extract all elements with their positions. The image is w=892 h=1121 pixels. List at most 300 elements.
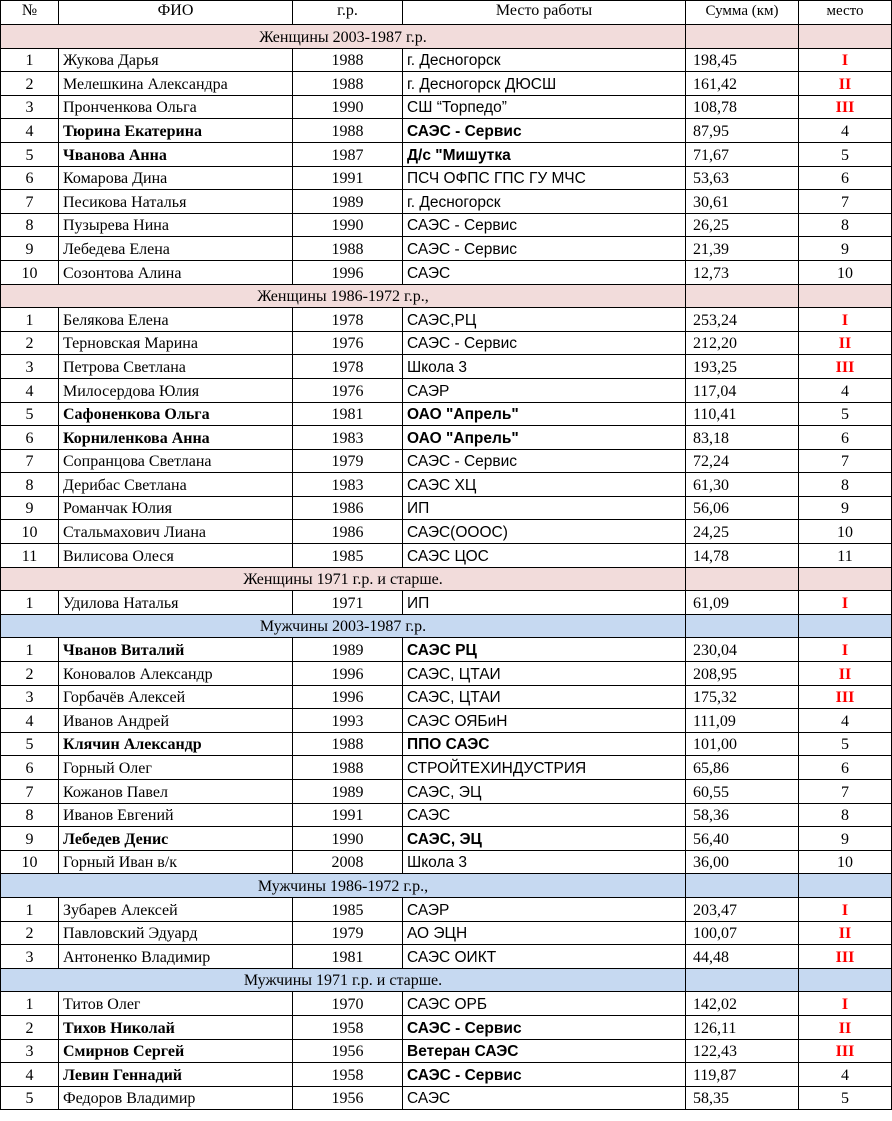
place-roman: II <box>838 75 852 93</box>
participant-name: Вилисова Олеся <box>59 544 293 568</box>
distance-sum: 87,95 <box>686 119 799 143</box>
participant-name: Чванова Анна <box>59 142 293 166</box>
distance-sum: 161,42 <box>686 72 799 96</box>
table-row <box>1 496 892 520</box>
participant-name: Белякова Елена <box>59 308 293 332</box>
birth-year: 1996 <box>293 662 403 686</box>
workplace: Д/с "Мишутка <box>403 142 686 166</box>
distance-sum: 117,04 <box>686 378 799 402</box>
table-row <box>1 1086 892 1110</box>
workplace: САЭС РЦ <box>403 638 686 662</box>
section-sum-cell <box>686 874 799 898</box>
place-rank: 5 <box>799 1086 892 1110</box>
table-row <box>1 449 892 473</box>
place-roman: I <box>841 901 849 919</box>
participant-name: Сопранцова Светлана <box>59 449 293 473</box>
table-row <box>1 237 892 261</box>
row-number: 1 <box>1 992 59 1016</box>
section-header-row <box>1 25 892 49</box>
table-row <box>1 520 892 544</box>
birth-year: 1991 <box>293 803 403 827</box>
workplace: САЭС ОЯБиН <box>403 709 686 733</box>
row-number: 3 <box>1 355 59 379</box>
workplace: САЭС, ЦТАИ <box>403 662 686 686</box>
row-number: 6 <box>1 166 59 190</box>
section-header-row <box>1 874 892 898</box>
workplace: г. Десногорск ДЮСШ <box>403 72 686 96</box>
table-row <box>1 473 892 497</box>
table-row <box>1 213 892 237</box>
place-rank: 5 <box>799 732 892 756</box>
place-rank <box>799 897 892 921</box>
table-row <box>1 709 892 733</box>
workplace: САЭР <box>403 897 686 921</box>
row-number: 1 <box>1 591 59 615</box>
distance-sum: 175,32 <box>686 685 799 709</box>
distance-sum: 203,47 <box>686 897 799 921</box>
birth-year: 1976 <box>293 331 403 355</box>
section-header-row <box>1 567 892 591</box>
distance-sum: 65,86 <box>686 756 799 780</box>
birth-year: 1996 <box>293 685 403 709</box>
birth-year: 1978 <box>293 355 403 379</box>
distance-sum: 53,63 <box>686 166 799 190</box>
workplace: САЭС, ЭЦ <box>403 780 686 804</box>
place-roman: I <box>841 995 849 1013</box>
section-title: Мужчины 2003-1987 г.р. <box>1 614 686 638</box>
place-rank: 8 <box>799 473 892 497</box>
place-rank: 8 <box>799 803 892 827</box>
table-row <box>1 308 892 332</box>
participant-name: Зубарев Алексей <box>59 897 293 921</box>
place-roman: II <box>838 925 852 943</box>
place-rank <box>799 331 892 355</box>
birth-year: 1958 <box>293 1063 403 1087</box>
participant-name: Горбачёв Алексей <box>59 685 293 709</box>
row-number: 3 <box>1 685 59 709</box>
place-rank <box>799 95 892 119</box>
participant-name: Сафоненкова Ольга <box>59 402 293 426</box>
participant-name: Корниленкова Анна <box>59 426 293 450</box>
row-number: 4 <box>1 378 59 402</box>
distance-sum: 26,25 <box>686 213 799 237</box>
distance-sum: 21,39 <box>686 237 799 261</box>
place-rank: 9 <box>799 237 892 261</box>
place-rank: 5 <box>799 142 892 166</box>
table-row <box>1 1015 892 1039</box>
participant-name: Петрова Светлана <box>59 355 293 379</box>
workplace: ИП <box>403 496 686 520</box>
table-row <box>1 732 892 756</box>
birth-year: 1983 <box>293 473 403 497</box>
birth-year: 1985 <box>293 897 403 921</box>
place-rank: 10 <box>799 520 892 544</box>
birth-year: 1988 <box>293 72 403 96</box>
table-row <box>1 72 892 96</box>
distance-sum: 101,00 <box>686 732 799 756</box>
participant-name: Романчак Юлия <box>59 496 293 520</box>
distance-sum: 61,30 <box>686 473 799 497</box>
row-number: 5 <box>1 142 59 166</box>
place-roman: I <box>841 642 849 660</box>
distance-sum: 56,40 <box>686 827 799 851</box>
birth-year: 1986 <box>293 496 403 520</box>
place-rank: 11 <box>799 544 892 568</box>
row-number: 7 <box>1 780 59 804</box>
table-row <box>1 756 892 780</box>
row-number: 2 <box>1 72 59 96</box>
header-year: г.р. <box>293 1 403 25</box>
distance-sum: 24,25 <box>686 520 799 544</box>
birth-year: 1987 <box>293 142 403 166</box>
participant-name: Левин Геннадий <box>59 1063 293 1087</box>
birth-year: 1990 <box>293 95 403 119</box>
place-rank: 4 <box>799 378 892 402</box>
row-number: 3 <box>1 95 59 119</box>
section-title: Мужчины 1971 г.р. и старше. <box>1 968 686 992</box>
row-number: 1 <box>1 897 59 921</box>
row-number: 7 <box>1 190 59 214</box>
distance-sum: 58,35 <box>686 1086 799 1110</box>
workplace: САЭС, ЦТАИ <box>403 685 686 709</box>
row-number: 3 <box>1 945 59 969</box>
distance-sum: 58,36 <box>686 803 799 827</box>
birth-year: 1958 <box>293 1015 403 1039</box>
row-number: 1 <box>1 638 59 662</box>
place-roman: III <box>835 1043 855 1061</box>
place-rank: 8 <box>799 213 892 237</box>
place-roman: I <box>841 594 849 612</box>
birth-year: 1970 <box>293 992 403 1016</box>
place-rank <box>799 1015 892 1039</box>
section-header-row <box>1 968 892 992</box>
place-roman: III <box>835 689 855 707</box>
workplace: САЭС ОИКТ <box>403 945 686 969</box>
distance-sum: 208,95 <box>686 662 799 686</box>
birth-year: 1986 <box>293 520 403 544</box>
row-number: 2 <box>1 662 59 686</box>
participant-name: Антоненко Владимир <box>59 945 293 969</box>
row-number: 6 <box>1 426 59 450</box>
participant-name: Тюрина Екатерина <box>59 119 293 143</box>
birth-year: 1989 <box>293 190 403 214</box>
distance-sum: 60,55 <box>686 780 799 804</box>
header-place: место <box>799 1 892 25</box>
row-number: 9 <box>1 237 59 261</box>
participant-name: Смирнов Сергей <box>59 1039 293 1063</box>
row-number: 8 <box>1 473 59 497</box>
distance-sum: 36,00 <box>686 850 799 874</box>
birth-year: 1979 <box>293 921 403 945</box>
birth-year: 1988 <box>293 732 403 756</box>
place-roman: III <box>835 358 855 376</box>
birth-year: 1956 <box>293 1039 403 1063</box>
distance-sum: 71,67 <box>686 142 799 166</box>
row-number: 2 <box>1 331 59 355</box>
participant-name: Павловский Эдуард <box>59 921 293 945</box>
participant-name: Горный Олег <box>59 756 293 780</box>
birth-year: 1989 <box>293 780 403 804</box>
row-number: 10 <box>1 850 59 874</box>
distance-sum: 198,45 <box>686 48 799 72</box>
table-row <box>1 803 892 827</box>
table-row <box>1 142 892 166</box>
place-roman: II <box>838 665 852 683</box>
section-place-cell <box>799 567 892 591</box>
distance-sum: 72,24 <box>686 449 799 473</box>
section-sum-cell <box>686 614 799 638</box>
birth-year: 1956 <box>293 1086 403 1110</box>
birth-year: 1996 <box>293 260 403 284</box>
place-rank <box>799 685 892 709</box>
participant-name: Комарова Дина <box>59 166 293 190</box>
workplace: САЭС - Сервис <box>403 1015 686 1039</box>
row-number: 2 <box>1 921 59 945</box>
distance-sum: 110,41 <box>686 402 799 426</box>
header-row <box>1 1 892 25</box>
row-number: 8 <box>1 213 59 237</box>
distance-sum: 230,04 <box>686 638 799 662</box>
table-row <box>1 166 892 190</box>
section-title: Мужчины 1986-1972 г.р., <box>1 874 686 898</box>
distance-sum: 56,06 <box>686 496 799 520</box>
workplace: САЭС <box>403 260 686 284</box>
workplace: г. Десногорск <box>403 48 686 72</box>
table-row <box>1 378 892 402</box>
distance-sum: 122,43 <box>686 1039 799 1063</box>
header-num: № <box>1 1 59 25</box>
section-header-row <box>1 284 892 308</box>
workplace: САЭС ЦОС <box>403 544 686 568</box>
workplace: САЭС(ОООС) <box>403 520 686 544</box>
birth-year: 1988 <box>293 119 403 143</box>
section-title: Женщины 1986-1972 г.р., <box>1 284 686 308</box>
table-row <box>1 1039 892 1063</box>
participant-name: Песикова Наталья <box>59 190 293 214</box>
row-number: 2 <box>1 1015 59 1039</box>
table-row <box>1 591 892 615</box>
place-rank: 4 <box>799 709 892 733</box>
place-rank <box>799 945 892 969</box>
distance-sum: 100,07 <box>686 921 799 945</box>
place-rank: 4 <box>799 119 892 143</box>
place-rank: 10 <box>799 260 892 284</box>
birth-year: 1979 <box>293 449 403 473</box>
distance-sum: 253,24 <box>686 308 799 332</box>
workplace: САЭС - Сервис <box>403 119 686 143</box>
place-rank <box>799 1039 892 1063</box>
distance-sum: 142,02 <box>686 992 799 1016</box>
place-rank: 4 <box>799 1063 892 1087</box>
place-rank <box>799 921 892 945</box>
workplace: Школа 3 <box>403 850 686 874</box>
distance-sum: 30,61 <box>686 190 799 214</box>
birth-year: 1981 <box>293 945 403 969</box>
table-row <box>1 260 892 284</box>
place-rank: 6 <box>799 166 892 190</box>
birth-year: 1978 <box>293 308 403 332</box>
table-row <box>1 331 892 355</box>
row-number: 9 <box>1 827 59 851</box>
row-number: 3 <box>1 1039 59 1063</box>
place-rank <box>799 355 892 379</box>
participant-name: Пронченкова Ольга <box>59 95 293 119</box>
workplace: САЭС ХЦ <box>403 473 686 497</box>
place-rank <box>799 992 892 1016</box>
place-rank: 7 <box>799 190 892 214</box>
row-number: 10 <box>1 520 59 544</box>
place-rank <box>799 638 892 662</box>
table-row <box>1 544 892 568</box>
workplace: САЭС ОРБ <box>403 992 686 1016</box>
table-row <box>1 119 892 143</box>
workplace: САЭС - Сервис <box>403 331 686 355</box>
table-row <box>1 426 892 450</box>
workplace: ОАО "Апрель" <box>403 426 686 450</box>
participant-name: Тихов Николай <box>59 1015 293 1039</box>
distance-sum: 12,73 <box>686 260 799 284</box>
workplace: САЭС, ЭЦ <box>403 827 686 851</box>
place-rank <box>799 48 892 72</box>
birth-year: 1990 <box>293 213 403 237</box>
place-rank: 7 <box>799 780 892 804</box>
table-row <box>1 95 892 119</box>
participant-name: Иванов Евгений <box>59 803 293 827</box>
participant-name: Иванов Андрей <box>59 709 293 733</box>
distance-sum: 14,78 <box>686 544 799 568</box>
participant-name: Коновалов Александр <box>59 662 293 686</box>
workplace: САЭС - Сервис <box>403 1063 686 1087</box>
row-number: 1 <box>1 48 59 72</box>
place-roman: II <box>838 335 852 353</box>
birth-year: 1991 <box>293 166 403 190</box>
workplace: Ветеран САЭС <box>403 1039 686 1063</box>
birth-year: 1990 <box>293 827 403 851</box>
place-rank: 9 <box>799 827 892 851</box>
row-number: 6 <box>1 756 59 780</box>
place-rank: 5 <box>799 402 892 426</box>
distance-sum: 83,18 <box>686 426 799 450</box>
birth-year: 1985 <box>293 544 403 568</box>
row-number: 7 <box>1 449 59 473</box>
table-row <box>1 402 892 426</box>
workplace: г. Десногорск <box>403 190 686 214</box>
participant-name: Милосердова Юлия <box>59 378 293 402</box>
birth-year: 1989 <box>293 638 403 662</box>
participant-name: Дерибас Светлана <box>59 473 293 497</box>
header-name: ФИО <box>59 1 293 25</box>
row-number: 11 <box>1 544 59 568</box>
participant-name: Лебедева Елена <box>59 237 293 261</box>
birth-year: 1981 <box>293 402 403 426</box>
birth-year: 1971 <box>293 591 403 615</box>
place-rank <box>799 72 892 96</box>
place-rank <box>799 308 892 332</box>
row-number: 4 <box>1 1063 59 1087</box>
birth-year: 1988 <box>293 756 403 780</box>
participant-name: Стальмахович Лиана <box>59 520 293 544</box>
distance-sum: 193,25 <box>686 355 799 379</box>
participant-name: Титов Олег <box>59 992 293 1016</box>
section-place-cell <box>799 614 892 638</box>
section-sum-cell <box>686 567 799 591</box>
row-number: 8 <box>1 803 59 827</box>
participant-name: Лебедев Денис <box>59 827 293 851</box>
section-place-cell <box>799 284 892 308</box>
table-row <box>1 897 892 921</box>
birth-year: 2008 <box>293 850 403 874</box>
place-roman: III <box>835 99 855 117</box>
row-number: 1 <box>1 308 59 332</box>
workplace: Школа 3 <box>403 355 686 379</box>
participant-name: Горный Иван в/к <box>59 850 293 874</box>
workplace: САЭС <box>403 1086 686 1110</box>
place-rank: 7 <box>799 449 892 473</box>
row-number: 5 <box>1 732 59 756</box>
header-sum: Сумма (км) <box>686 1 799 25</box>
table-row <box>1 48 892 72</box>
place-roman: I <box>841 52 849 70</box>
workplace: ПСЧ ОФПС ГПС ГУ МЧС <box>403 166 686 190</box>
table-row <box>1 685 892 709</box>
workplace: САЭС - Сервис <box>403 449 686 473</box>
section-place-cell <box>799 874 892 898</box>
workplace: ППО САЭС <box>403 732 686 756</box>
participant-name: Созонтова Алина <box>59 260 293 284</box>
workplace: ИП <box>403 591 686 615</box>
row-number: 4 <box>1 119 59 143</box>
header-work: Место работы <box>403 1 686 25</box>
distance-sum: 111,09 <box>686 709 799 733</box>
place-roman: III <box>835 948 855 966</box>
table-row <box>1 190 892 214</box>
row-number: 9 <box>1 496 59 520</box>
place-roman: II <box>838 1019 852 1037</box>
row-number: 10 <box>1 260 59 284</box>
workplace: ОАО "Апрель" <box>403 402 686 426</box>
workplace: САЭС - Сервис <box>403 213 686 237</box>
participant-name: Терновская Марина <box>59 331 293 355</box>
workplace: СШ “Торпедо” <box>403 95 686 119</box>
workplace: САЭС - Сервис <box>403 237 686 261</box>
section-sum-cell <box>686 25 799 49</box>
place-rank: 10 <box>799 850 892 874</box>
row-number: 5 <box>1 1086 59 1110</box>
table-row <box>1 850 892 874</box>
place-rank: 9 <box>799 496 892 520</box>
section-header-row <box>1 614 892 638</box>
birth-year: 1976 <box>293 378 403 402</box>
place-rank: 6 <box>799 426 892 450</box>
distance-sum: 44,48 <box>686 945 799 969</box>
distance-sum: 212,20 <box>686 331 799 355</box>
row-number: 4 <box>1 709 59 733</box>
workplace: СТРОЙТЕХИНДУСТРИЯ <box>403 756 686 780</box>
distance-sum: 108,78 <box>686 95 799 119</box>
birth-year: 1983 <box>293 426 403 450</box>
table-row <box>1 827 892 851</box>
section-sum-cell <box>686 968 799 992</box>
section-title: Женщины 2003-1987 г.р. <box>1 25 686 49</box>
participant-name: Кожанов Павел <box>59 780 293 804</box>
workplace: САЭС <box>403 803 686 827</box>
table-row <box>1 355 892 379</box>
table-row <box>1 1063 892 1087</box>
workplace: САЭР <box>403 378 686 402</box>
distance-sum: 119,87 <box>686 1063 799 1087</box>
participant-name: Удилова Наталья <box>59 591 293 615</box>
table-body <box>1 25 892 1110</box>
